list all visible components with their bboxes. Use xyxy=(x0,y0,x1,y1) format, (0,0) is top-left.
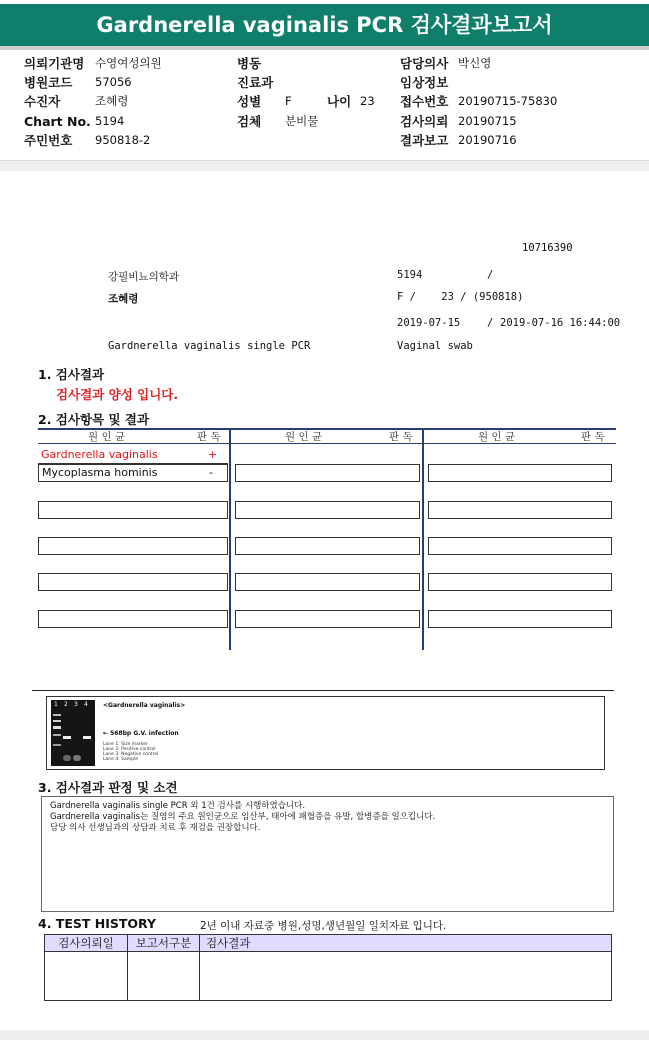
section4-note: 2년 이내 자료중 병원,성명,생년월일 일치자료 입니다. xyxy=(200,920,447,932)
section2-title: 2. 검사항목 및 결과 xyxy=(38,412,150,427)
report-title: Gardnerella vaginalis PCR 검사결과보고서 xyxy=(0,4,649,50)
empty-cell xyxy=(428,573,612,591)
gel-legend xyxy=(103,742,158,762)
history-cell xyxy=(44,951,128,1001)
col3-judge-header: 판 독 xyxy=(581,431,605,443)
detail-name: 조혜령 xyxy=(108,293,139,305)
empty-cell xyxy=(38,610,228,628)
section1-title: 1. 검사결과 xyxy=(38,367,105,382)
receipt-value: 20190715-75830 xyxy=(458,94,558,108)
detail-sex-age: F / 23 / (950818) xyxy=(397,291,524,303)
detail-dept: 강필비뇨의학과 xyxy=(108,271,180,283)
empty-cell xyxy=(235,464,420,482)
chart-value: 5194 xyxy=(95,114,125,128)
gel-band xyxy=(53,734,61,736)
detail-test-name: Gardnerella vaginalis single PCR xyxy=(108,340,311,352)
request-label: 검사의뢰 xyxy=(400,114,449,129)
bottom-band xyxy=(0,1030,649,1040)
detail-date-from: 2019-07-15 xyxy=(397,317,461,329)
empty-cell xyxy=(38,573,228,591)
patient-label: 수진자 xyxy=(24,94,61,109)
sex-value: F xyxy=(285,94,292,108)
empty-cell xyxy=(428,501,612,519)
gel-legend-4: Lane 4: Sample xyxy=(103,757,138,762)
gel-band xyxy=(63,736,71,739)
clinical-label: 임상정보 xyxy=(400,75,449,90)
empty-cell xyxy=(428,537,612,555)
gel-band xyxy=(53,744,61,746)
row2-pathogen: Mycoplasma hominis xyxy=(42,466,158,479)
sex-label: 성별 xyxy=(237,94,262,109)
lane-3-number: 3 xyxy=(74,701,78,708)
row1-pathogen: Gardnerella vaginalis xyxy=(41,448,158,461)
report-value: 20190716 xyxy=(458,133,517,147)
doctor-label: 담당의사 xyxy=(400,56,449,71)
section4-title: 4. TEST HISTORY xyxy=(38,916,157,931)
history-cell xyxy=(199,951,612,1001)
gel-title: <Gardnerella vaginalis> xyxy=(103,702,186,709)
detail-date-to: 2019-07-16 16:44:00 xyxy=(500,317,621,329)
empty-cell xyxy=(38,537,228,555)
empty-cell xyxy=(428,610,612,628)
detail-id: 10716390 xyxy=(522,242,573,254)
lane-2-number: 2 xyxy=(64,701,68,708)
gel-top-rule xyxy=(32,690,614,691)
hospital-code-label: 병원코드 xyxy=(24,75,73,90)
col2-judge-header: 판 독 xyxy=(389,431,413,443)
col2-pathogen-header: 원 인 균 xyxy=(285,431,323,443)
gel-band xyxy=(73,755,81,761)
doctor-value: 박신영 xyxy=(458,56,492,70)
empty-cell xyxy=(428,464,612,482)
patient-info xyxy=(0,54,649,154)
gel-band xyxy=(53,726,61,729)
gel-legend-1: Lane 1: Size marker xyxy=(103,742,148,747)
empty-cell xyxy=(235,537,420,555)
detail-specimen: Vaginal swab xyxy=(397,340,473,352)
institution-label: 의뢰기관명 xyxy=(24,56,85,71)
empty-cell xyxy=(38,501,228,519)
result-row-2 xyxy=(38,464,228,482)
receipt-label: 접수번호 xyxy=(400,94,449,109)
empty-cell xyxy=(235,573,420,591)
specimen-label: 검체 xyxy=(237,114,262,129)
age-label: 나이 xyxy=(327,94,352,109)
gel-arrow-label: ← 568bp G.V. infection xyxy=(103,730,179,737)
detail-date-sep: / xyxy=(487,317,494,329)
history-header-result: 검사결과 xyxy=(199,934,612,952)
detail-chart: 5194 xyxy=(397,269,423,281)
hospital-code-value: 57056 xyxy=(95,75,132,89)
gel-lane-numbers xyxy=(53,701,93,709)
result-row-1 xyxy=(38,446,228,464)
lane-1-number: 1 xyxy=(54,701,58,708)
divider-band xyxy=(0,160,649,171)
section1-result: 검사결과 양성 입니다. xyxy=(56,387,179,402)
col-divider-2 xyxy=(422,430,424,650)
history-header-date: 검사의뢰일 xyxy=(44,934,128,952)
resident-label: 주민번호 xyxy=(24,133,73,148)
patient-value: 조혜령 xyxy=(95,94,129,108)
history-cell xyxy=(127,951,200,1001)
opinion-line-3: 담당 의사 선생님과의 상담과 치료 후 재검을 권장합니다. xyxy=(50,823,261,833)
col1-judge-header: 판 독 xyxy=(197,431,221,443)
gel-band xyxy=(53,714,61,716)
gel-band xyxy=(83,736,91,739)
row2-result: - xyxy=(209,466,213,479)
opinion-line-1: Gardnerella vaginalis single PCR 외 1건 검사를 시행하였습니다. xyxy=(50,801,306,811)
specimen-value: 분비물 xyxy=(285,114,319,128)
request-value: 20190715 xyxy=(458,114,517,128)
col3-pathogen-header: 원 인 균 xyxy=(478,431,516,443)
gel-band xyxy=(53,720,61,722)
dept-label: 진료과 xyxy=(237,75,274,90)
institution-value: 수영여성의원 xyxy=(95,56,162,70)
detail-slash: / xyxy=(487,269,494,281)
empty-cell xyxy=(235,610,420,628)
opinion-box xyxy=(41,796,614,912)
ward-label: 병동 xyxy=(237,56,262,71)
section3-title: 3. 검사결과 판정 및 소견 xyxy=(38,780,178,795)
col1-pathogen-header: 원 인 균 xyxy=(88,431,126,443)
gel-band xyxy=(63,755,71,761)
gel-frame xyxy=(46,696,605,770)
gel-image xyxy=(51,700,95,766)
chart-label: Chart No. xyxy=(24,114,91,129)
age-value: 23 xyxy=(360,94,375,108)
empty-cell xyxy=(235,501,420,519)
gel-legend-3: Lane 3: Negative control xyxy=(103,752,159,757)
history-header-type: 보고서구분 xyxy=(127,934,200,952)
col-divider-1 xyxy=(229,430,231,650)
row1-result: + xyxy=(208,448,218,461)
report-label: 결과보고 xyxy=(400,133,449,148)
lane-4-number: 4 xyxy=(84,701,88,708)
gel-legend-2: Lane 2: Positive control xyxy=(103,747,156,752)
opinion-line-2: Gardnerella vaginalis는 질염의 주요 원인균으로 임산부, 태아에 패혈증을 유발, 합병증을 일으킵니다. xyxy=(50,812,436,822)
resident-value: 950818-2 xyxy=(95,133,151,147)
